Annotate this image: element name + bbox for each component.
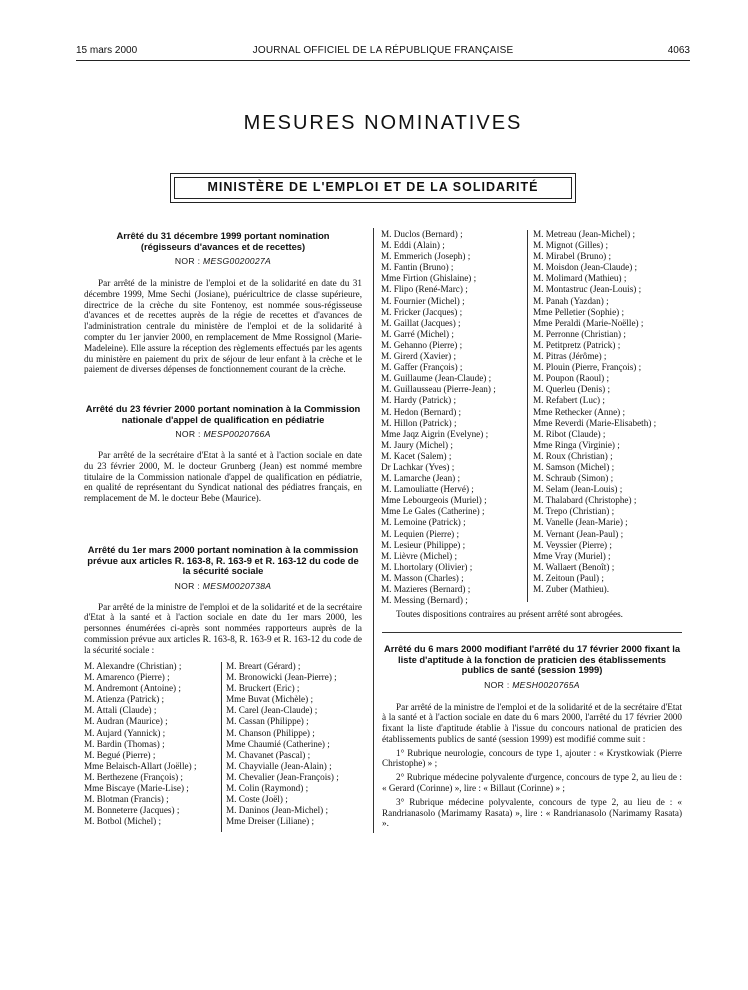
list-item: M. Selam (Jean-Louis) ; [533,484,623,495]
list-item: Mme Lebourgeois (Muriel) ; [381,495,487,506]
list-item: M. Girerd (Xavier) ; [381,351,457,362]
list-item: M. Lemoine (Patrick) ; [381,517,466,528]
list-item: M. Botbol (Michel) ; [84,816,162,827]
list-item: M. Guillausseau (Pierre-Jean) ; [381,384,496,395]
list-item: M. Lamarche (Jean) ; [381,473,461,484]
list-item: M. Metreau (Jean-Michel) ; [533,229,636,239]
list-item: M. Breart (Gérard) ; [226,661,301,671]
list-item: M. Trepo (Christian) ; [533,506,615,517]
list-item: M. Alexandre (Christian) ; [84,661,182,671]
nor-line: NOR : MESG0020027A [174,256,272,266]
list-item: M. Jaury (Michel) ; [381,439,453,450]
list-item: M. Begué (Pierre) ; [84,749,156,760]
list-item: Dr Lachkar (Yves) ; [381,461,455,472]
list-item: M. Lhortolary (Olivier) ; [381,561,473,572]
list-item: M. Daninos (Jean-Michel) ; [226,805,329,816]
issue-date: 15 mars 2000 [76,45,138,56]
list-item: M. Poupon (Raoul) ; [533,373,610,384]
nor-line: NOR : MESH0020765A [484,679,580,690]
arrete-3 [84,545,362,655]
list-item: M. Montastruc (Jean-Louis) ; [533,284,642,295]
names-list-1 [84,661,216,827]
nor-code: MESH0020765A [512,679,580,690]
list-item: M. Moisdon (Jean-Claude) ; [533,262,638,273]
list-item: M. Plouin (Pierre, François) ; [533,362,642,373]
list-item: M. Guillaume (Jean-Claude) ; [381,373,492,384]
list-item: M. Amarenco (Pierre) ; [84,672,170,683]
list-item: Mme Chaumié (Catherine) ; [226,738,330,749]
list-item: M. Perronne (Christian) ; [533,328,626,339]
list-item: Mme Reverdi (Marie-Elisabeth) ; [533,417,657,428]
list-item: M. Veyssier (Pierre) ; [533,539,612,550]
column-divider [221,662,222,832]
list-item: M. Gaillat (Jacques) ; [381,317,461,328]
page-number: 4063 [667,45,690,56]
arrete-title: Arrêté du 6 mars 2000 modifiant l'arrêté du 17 février 2000 fixant la liste d'aptitude à la fonction de praticien des établissements publics de santé (session 1999) [383,643,681,675]
list-item: M. Ribot (Claude) ; [533,428,606,439]
list-item: M. Hillon (Patrick) ; [381,417,457,428]
list-item: M. Blotman (Francis) ; [84,794,169,805]
list-item: M. Bruckert (Eric) ; [226,683,300,694]
list-item: Mme Rethecker (Anne) ; [533,406,626,417]
list-item: M. Schraub (Simon) ; [533,473,614,484]
list-item: M. Zeitoun (Paul) ; [533,572,604,583]
list-item: Mme Jaqz Aigrin (Evelyne) ; [381,428,489,439]
list-item: M. Fournier (Michel) ; [381,295,465,306]
list-item: Mme Biscaye (Marie-Lise) ; [84,783,189,794]
list-item: 1° Rubrique neurologie, concours de type 1, ajouter : « Krystkowiak (Pierre Christophe) » ; [382,747,682,769]
list-item: Mme Belaisch-Allart (Joëlle) ; [84,760,197,771]
names-list-2 [226,661,366,827]
nor-line: NOR : MESM0020738A [174,580,272,591]
arrete-title: Arrêté du 23 février 2000 portant nomination à la Commission nationale d'appel de qualification en pédiatrie [85,403,361,425]
list-item: M. Messing (Bernard) ; [381,595,468,606]
section-title: MESURES NOMINATIVES [243,112,523,134]
list-item: M. Bardin (Thomas) ; [84,738,165,749]
list-item: M. Emmerich (Joseph) ; [381,251,471,262]
list-item: M. Kacet (Salem) ; [381,450,452,461]
list-item: M. Andremont (Antoine) ; [84,683,181,694]
list-item: M. Carel (Jean-Claude) ; [226,705,318,716]
list-item: M. Mazieres (Bernard) ; [381,584,471,594]
list-item: M. Colin (Raymond) ; [226,783,309,794]
list-item: M. Roux (Christian) ; [533,450,613,461]
list-item: M. Lamouliatte (Hervé) ; [381,484,474,495]
names-list-3 [381,229,521,606]
list-item: M. Audran (Maurice) ; [84,716,168,727]
list-item: 3° Rubrique médecine polyvalente, concours de type 2, au lieu de : « Randrianasolo (Marimamy Rasata) », lire : « Randrianasolo (Narimamy Rasata) ». [382,796,682,829]
list-item: Mme Ringa (Virginie) ; [533,439,620,450]
header-rule [76,60,690,61]
section-rule [382,632,682,633]
arrete-title: Arrêté du 31 décembre 1999 portant nomination (régisseurs d'avances et de recettes) [116,230,330,252]
list-item: M. Chayvialle (Jean-Alain) ; [226,760,332,771]
arrete-2 [84,404,362,504]
list-item: M. Pitras (Jérôme) ; [533,351,607,362]
list-item: M. Hardy (Patrick) ; [381,395,457,406]
list-item: 2° Rubrique médecine polyvalente d'urgence, concours de type 2, au lieu de : « Gerard (Corinne) », lire : « Billaut (Corinne) » ; [382,772,682,794]
list-item: M. Zuber (Mathieu). [533,584,610,594]
list-item: M. Querleu (Denis) ; [533,384,611,395]
list-item: M. Mignot (Gilles) ; [533,240,609,251]
list-item: M. Wallaert (Benoît) ; [533,561,615,572]
list-item: M. Chevalier (Jean-François) ; [226,771,339,782]
list-item: M. Lequien (Pierre) ; [381,528,460,539]
list-item: M. Samson (Michel) ; [533,461,615,472]
arrete-title: Arrêté du 1er mars 2000 portant nomination à la commission prévue aux articles R. 163-8, R. 163-9 et R. 163-12 du code de la sécurité sociale [87,544,359,576]
list-item: M. Panah (Yazdan) ; [533,295,609,306]
list-item: M. Refabert (Luc) ; [533,395,605,406]
nor-line: NOR : MESP0020766A [175,429,271,439]
list-item: M. Bonneterre (Jacques) ; [84,805,180,816]
arrete-4 [382,644,682,829]
nor-code: MESP0020766A [203,429,271,439]
list-item: M. Lièvre (Michel) ; [381,550,458,561]
list-item: M. Fricker (Jacques) ; [381,306,463,317]
list-item: M. Hedon (Bernard) ; [381,406,462,417]
list-item: M. Duclos (Bernard) ; [381,229,463,239]
list-item: M. Mirabel (Bruno) ; [533,251,612,262]
nor-code: MESM0020738A [202,580,272,591]
list-item: Mme Peraldi (Marie-Noëlle) ; [533,317,644,328]
list-item: Mme Vray (Muriel) ; [533,550,611,561]
list-item: M. Fantin (Bruno) ; [381,262,454,273]
arrete-body: Par arrêté de la ministre de l'emploi et de la solidarité et de la secrétaire d'Etat à la santé et à l'action sociale en date du 6 mars 2000, l'arrêté du 17 février 2000 fixant la liste d'aptitude établie à l'issue du concours national de praticien des établissements publics de santé (session 1999) est modifié comme suit : [382,701,682,744]
list-item: Mme Le Gales (Catherine) ; [381,506,485,517]
list-item: M. Chanson (Philippe) ; [226,727,315,738]
ministry-banner [170,173,576,203]
arrete-1 [84,231,362,375]
list-item: M. Flipo (René-Marc) ; [381,284,468,295]
names-list-4 [533,229,683,595]
list-item: M. Vernant (Jean-Paul) ; [533,528,624,539]
list-item: M. Chavanet (Pascal) ; [226,749,311,760]
arrete-body: Par arrêté de la secrétaire d'Etat à la santé et à l'action sociale en date du 23 février 2000, M. le docteur Grunberg (Jean) est nommé membre titulaire de la Commission nationale d'appel de qualification en pédiatrie, en qualité de représentant du Syndicat national des pédiatres français, en remplacement de M. le docteur Bebe (Maurice). [84,450,362,504]
running-header [76,45,690,59]
journal-title: JOURNAL OFFICIEL DE LA RÉPUBLIQUE FRANÇAISE [252,45,514,56]
list-item: Mme Dreiser (Liliane) ; [226,816,315,827]
list-item: M. Gehanno (Pierre) ; [381,339,463,350]
closing-text: Toutes dispositions contraires au présent arrêté sont abrogées. [396,609,623,619]
list-item: M. Attali (Claude) ; [84,705,157,716]
list-item: M. Berthezene (François) ; [84,771,183,782]
list-item: M. Atienza (Patrick) ; [84,694,165,705]
list-item: M. Vanelle (Jean-Marie) ; [533,517,628,528]
list-item: M. Coste (Joël) ; [226,794,288,805]
list-item: M. Garré (Michel) ; [381,328,454,339]
list-item: M. Gaffer (François) ; [381,362,463,373]
list-item: Mme Firtion (Ghislaine) ; [381,273,477,284]
list-item: Mme Pelletier (Sophie) ; [533,306,625,317]
arrete-body: Par arrêté de la ministre de l'emploi et de la solidarité en date du 31 décembre 1999, Mme Sechi (Josiane), puéricultrice de classe supérieure, directrice de la crèche du site Fontenoy, est nommée sous-régisseuse d'avances et de recettes auprès de la régie de recettes et d'avances de l'administration centrale du ministère de l'emploi et de la solidarité à compter du 1er janvier 2000, en remplacement de Mme Rossignol (Marie-Madeleine). Elle assure la réception des règlements effectués par les agents du ministère en paiement du prix de séjour de leur enfant à la crèche et le paiement de diverses dépenses de fonctionnement courant de la crèche. [84,278,362,375]
list-item: M. Eddi (Alain) ; [381,240,445,251]
column-divider [373,228,374,833]
list-item: M. Bronowicki (Jean-Pierre) ; [226,672,337,683]
list-item: M. Thalabard (Christophe) ; [533,495,637,506]
arrete-body: Par arrêté de la ministre de l'emploi et de la solidarité et de la secrétaire d'Etat à la santé et à l'action sociale en date du 1er mars 2000, les personnes énumérées ci-après sont nommées rapporteurs auprès de la commission prévue aux articles R. 163-8, R. 163-9 et R. 163-12 du code de la sécurité sociale : [84,601,362,655]
list-item: M. Cassan (Philippe) ; [226,716,309,727]
ministry-name: MINISTÈRE DE L'EMPLOI ET DE LA SOLIDARITÉ [174,177,572,199]
list-item: M. Molimard (Mathieu) ; [533,273,627,284]
nor-code: MESG0020027A [202,256,272,266]
list-item: M. Aujard (Yannick) ; [84,727,166,738]
column-divider [527,230,528,602]
list-item: M. Petitpretz (Patrick) ; [533,339,621,350]
list-item: M. Lesieur (Philippe) ; [381,539,466,550]
list-item: M. Masson (Charles) ; [381,572,464,583]
list-item: Mme Buvat (Michèle) ; [226,694,314,705]
